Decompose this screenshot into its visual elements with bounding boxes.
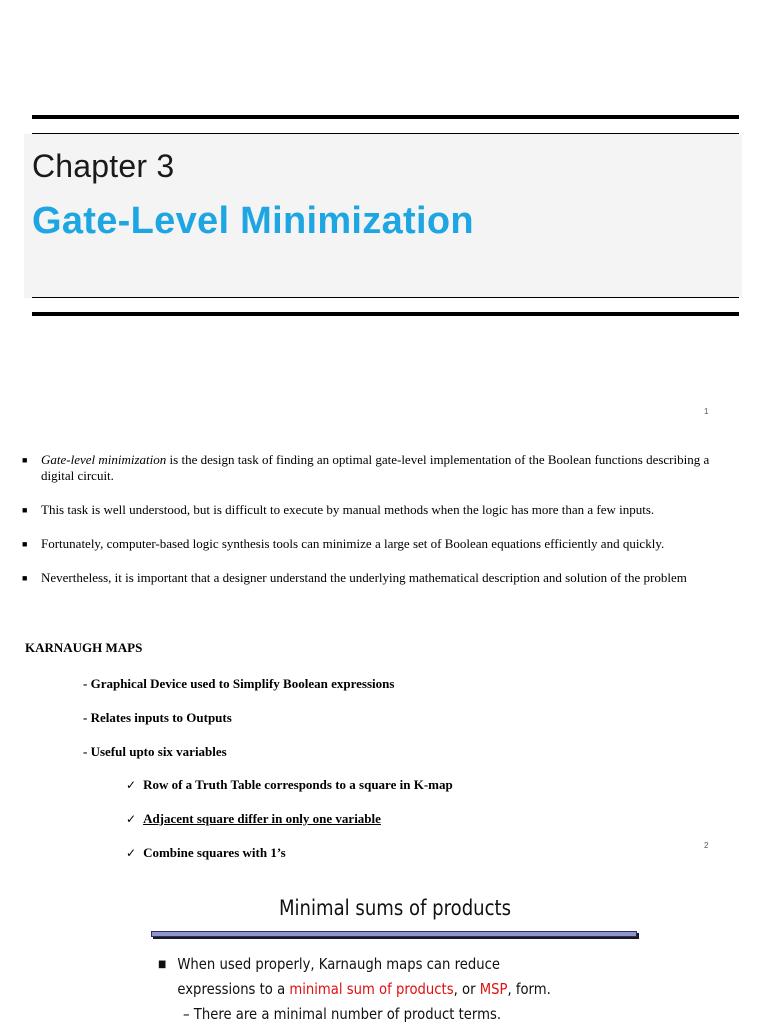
bullet-text: When used properly, Karnaugh maps can reduce expressions to a [177,955,500,998]
bullet-text: , or [453,980,480,998]
bullet-item [22,452,742,484]
checkmark-icon: ✓ [126,812,137,826]
top-thin-rule [32,133,739,134]
check-item-text: Adjacent square differ in only one variable [143,811,381,826]
sub-bullet: – There are a minimal number of product terms. [183,1005,502,1023]
karnaugh-maps-heading: KARNAUGH MAPS [25,640,143,655]
bottom-thick-rule [32,312,739,316]
checkmark-icon: ✓ [126,778,137,792]
dash-item: - Relates inputs to Outputs [83,710,232,725]
bullet-italic: Gate-level minimization [41,452,167,467]
check-item [126,811,381,827]
check-item [126,845,286,861]
page-number: 2 [704,841,709,850]
page-number: 1 [704,407,709,416]
bullet-text: Nevertheless, it is important that a designer understand the underlying mathematical description and solution of the problem [41,570,687,585]
msp-bullet [158,952,580,1002]
intro-bullet-list [22,452,742,604]
bullet-item [22,536,742,552]
bottom-thin-rule [32,297,739,298]
bullet-square-icon: ■ [158,959,167,970]
highlight-term: MSP [479,980,508,998]
bullet-square-icon: ■ [22,455,28,465]
bullet-square-icon: ■ [22,539,28,549]
title-underline-bar [151,931,637,937]
highlight-term: minimal sum of products [289,980,454,998]
dash-item: - Graphical Device used to Simplify Boolean expressions [83,676,395,691]
check-item [126,777,453,793]
chapter-label: Chapter 3 [32,148,175,184]
slide-title: Minimal sums of products [278,896,512,920]
check-item-text: Row of a Truth Table corresponds to a square in K-map [143,777,453,792]
bullet-text: Fortunately, computer-based logic synthesis tools can minimize a large set of Boolean equations efficiently and quickly. [41,536,665,551]
checkmark-icon: ✓ [126,846,137,860]
top-thick-rule [32,115,739,119]
bullet-item [22,570,742,586]
check-item-text: Combine squares with 1’s [143,845,286,860]
dash-item: - Useful upto six variables [83,744,227,759]
title-slide [0,0,768,420]
bullet-square-icon: ■ [22,505,28,515]
bullet-text: This task is well understood, but is difficult to execute by manual methods when the logic has more than a few inputs. [41,502,655,517]
bullet-text: is the design task of finding an optimal gate-level implementation of the Boolean functions describing a digital circuit. [41,452,710,483]
bullet-square-icon: ■ [22,573,28,583]
chapter-title: Gate-Level Minimization [32,200,474,242]
bullet-text: , form. [507,980,551,998]
bullet-item [22,502,742,518]
